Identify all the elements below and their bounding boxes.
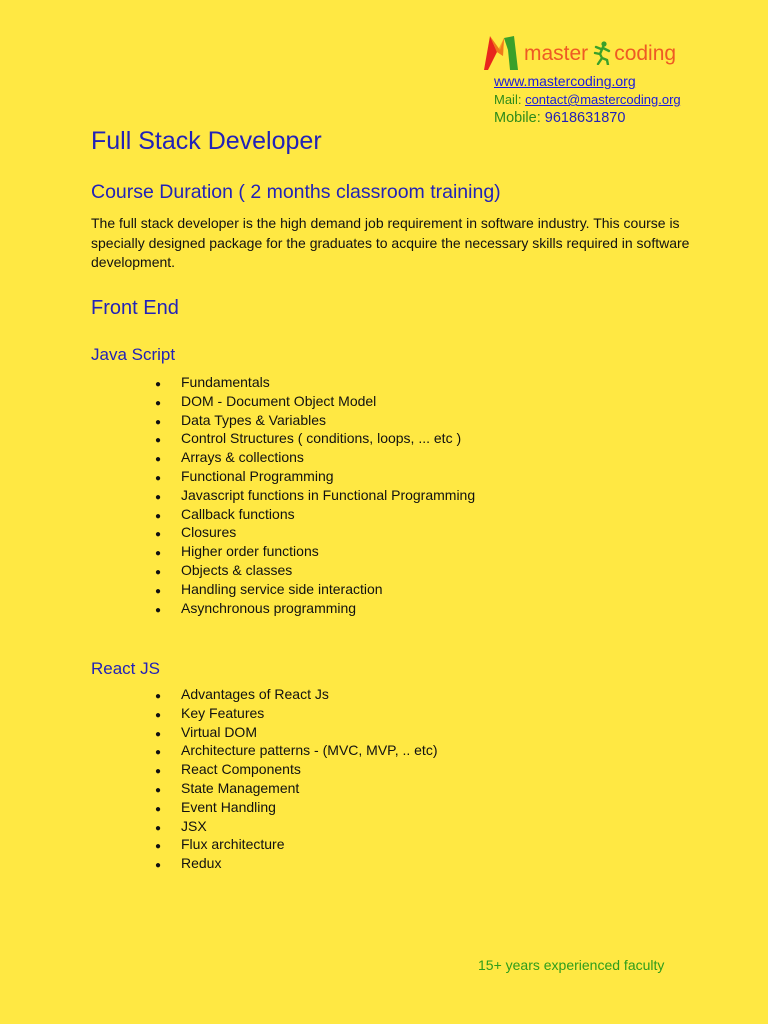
list-item-label: Advantages of React Js [181, 686, 329, 702]
list-item-label: Closures [181, 524, 237, 541]
list-item-label: Control Structures ( conditions, loops, ... etc ) [181, 430, 462, 447]
list-item [155, 561, 475, 580]
list-item-label: JSX [181, 817, 207, 834]
list-item-label: Functional Programming [181, 467, 334, 484]
list-item [155, 429, 475, 448]
list-item-label: DOM - Document Object Model [181, 392, 377, 409]
bullet-icon: ● [155, 803, 162, 815]
list-item-label: Fundamentals [181, 374, 270, 390]
list-item-label: Objects & classes [181, 561, 293, 578]
course-duration: Course Duration ( 2 months classroom training) [91, 181, 501, 203]
bullet-icon: ● [155, 379, 162, 390]
bullet-icon: ● [155, 435, 162, 447]
bullet-icon: ● [155, 566, 162, 578]
list-item [155, 411, 475, 430]
bullet-icon: ● [155, 529, 162, 541]
list-item [155, 798, 437, 817]
logo-word-master: master [524, 41, 589, 65]
list-item-label: State Management [181, 779, 300, 796]
list-item [155, 580, 475, 599]
runner-icon [592, 41, 612, 65]
list-item-label: Key Features [181, 704, 265, 721]
bullet-icon: ● [155, 784, 162, 796]
list-item [155, 523, 475, 542]
list-item [155, 505, 475, 524]
logo-word-coding: coding [614, 41, 677, 65]
bullet-icon: ● [155, 454, 162, 466]
website-link[interactable]: www.mastercoding.org [494, 73, 636, 89]
footer-tagline: 15+ years experienced faculty [478, 957, 665, 973]
bullet-icon: ● [155, 548, 162, 560]
bullet-icon: ● [155, 472, 162, 484]
bullet-icon: ● [155, 841, 162, 853]
list-item [155, 723, 437, 742]
page-title: Full Stack Developer [91, 127, 322, 155]
mobile-label: Mobile: [494, 110, 541, 126]
bullet-icon: ● [155, 510, 162, 522]
list-item-label: Architecture patterns - (MVC, MVP, .. etc) [181, 742, 438, 759]
list-item-label: React Components [181, 761, 301, 778]
m-logo-icon [484, 36, 522, 70]
list-item [155, 817, 437, 836]
bullet-icon: ● [155, 747, 162, 759]
bullet-icon: ● [155, 604, 162, 616]
list-item-label: Redux [181, 855, 222, 872]
bullet-icon: ● [155, 491, 162, 503]
contact-block [494, 72, 681, 127]
section-heading-front-end: Front End [91, 297, 179, 319]
list-item [155, 854, 437, 873]
react-topic-list [155, 685, 437, 873]
list-item [155, 486, 475, 505]
javascript-topic-list [155, 373, 475, 617]
list-item [155, 704, 437, 723]
list-item [155, 685, 437, 704]
list-item-label: Arrays & collections [181, 449, 304, 466]
email-link[interactable]: contact@mastercoding.org [525, 92, 681, 107]
list-item [155, 542, 475, 561]
list-item-label: Event Handling [181, 798, 276, 815]
subheading-javascript: Java Script [91, 345, 176, 364]
list-item-label: Asynchronous programming [181, 599, 357, 616]
list-item [155, 599, 475, 618]
list-item [155, 760, 437, 779]
intro-paragraph: The full stack developer is the high demand job requirement in software industry. This course is specially designed package for the graduates to acquire the necessary skills required in software development. [91, 215, 690, 270]
mastercoding-logo [484, 36, 676, 70]
list-item-label: Flux architecture [181, 836, 285, 853]
bullet-icon: ● [155, 860, 162, 872]
list-item-label: Javascript functions in Functional Programming [181, 486, 476, 503]
bullet-icon: ● [155, 397, 162, 409]
list-item [155, 467, 475, 486]
bullet-icon: ● [155, 766, 162, 778]
bullet-icon: ● [155, 728, 162, 740]
list-item-label: Callback functions [181, 505, 295, 522]
list-item-label: Higher order functions [181, 543, 319, 560]
list-item [155, 392, 475, 411]
mobile-number: 9618631870 [544, 110, 626, 126]
list-item [155, 741, 437, 760]
list-item [155, 448, 475, 467]
bullet-icon: ● [155, 691, 162, 702]
mail-label: Mail: [494, 92, 522, 107]
bullet-icon: ● [155, 585, 162, 597]
bullet-icon: ● [155, 822, 162, 834]
list-item [155, 835, 437, 854]
list-item-label: Virtual DOM [181, 723, 257, 740]
bullet-icon: ● [155, 416, 162, 428]
list-item-label: Data Types & Variables [181, 411, 327, 428]
subheading-react: React JS [91, 659, 160, 678]
list-item [155, 779, 437, 798]
list-item-label: Handling service side interaction [181, 580, 383, 597]
list-item [155, 373, 475, 392]
bullet-icon: ● [155, 709, 162, 721]
